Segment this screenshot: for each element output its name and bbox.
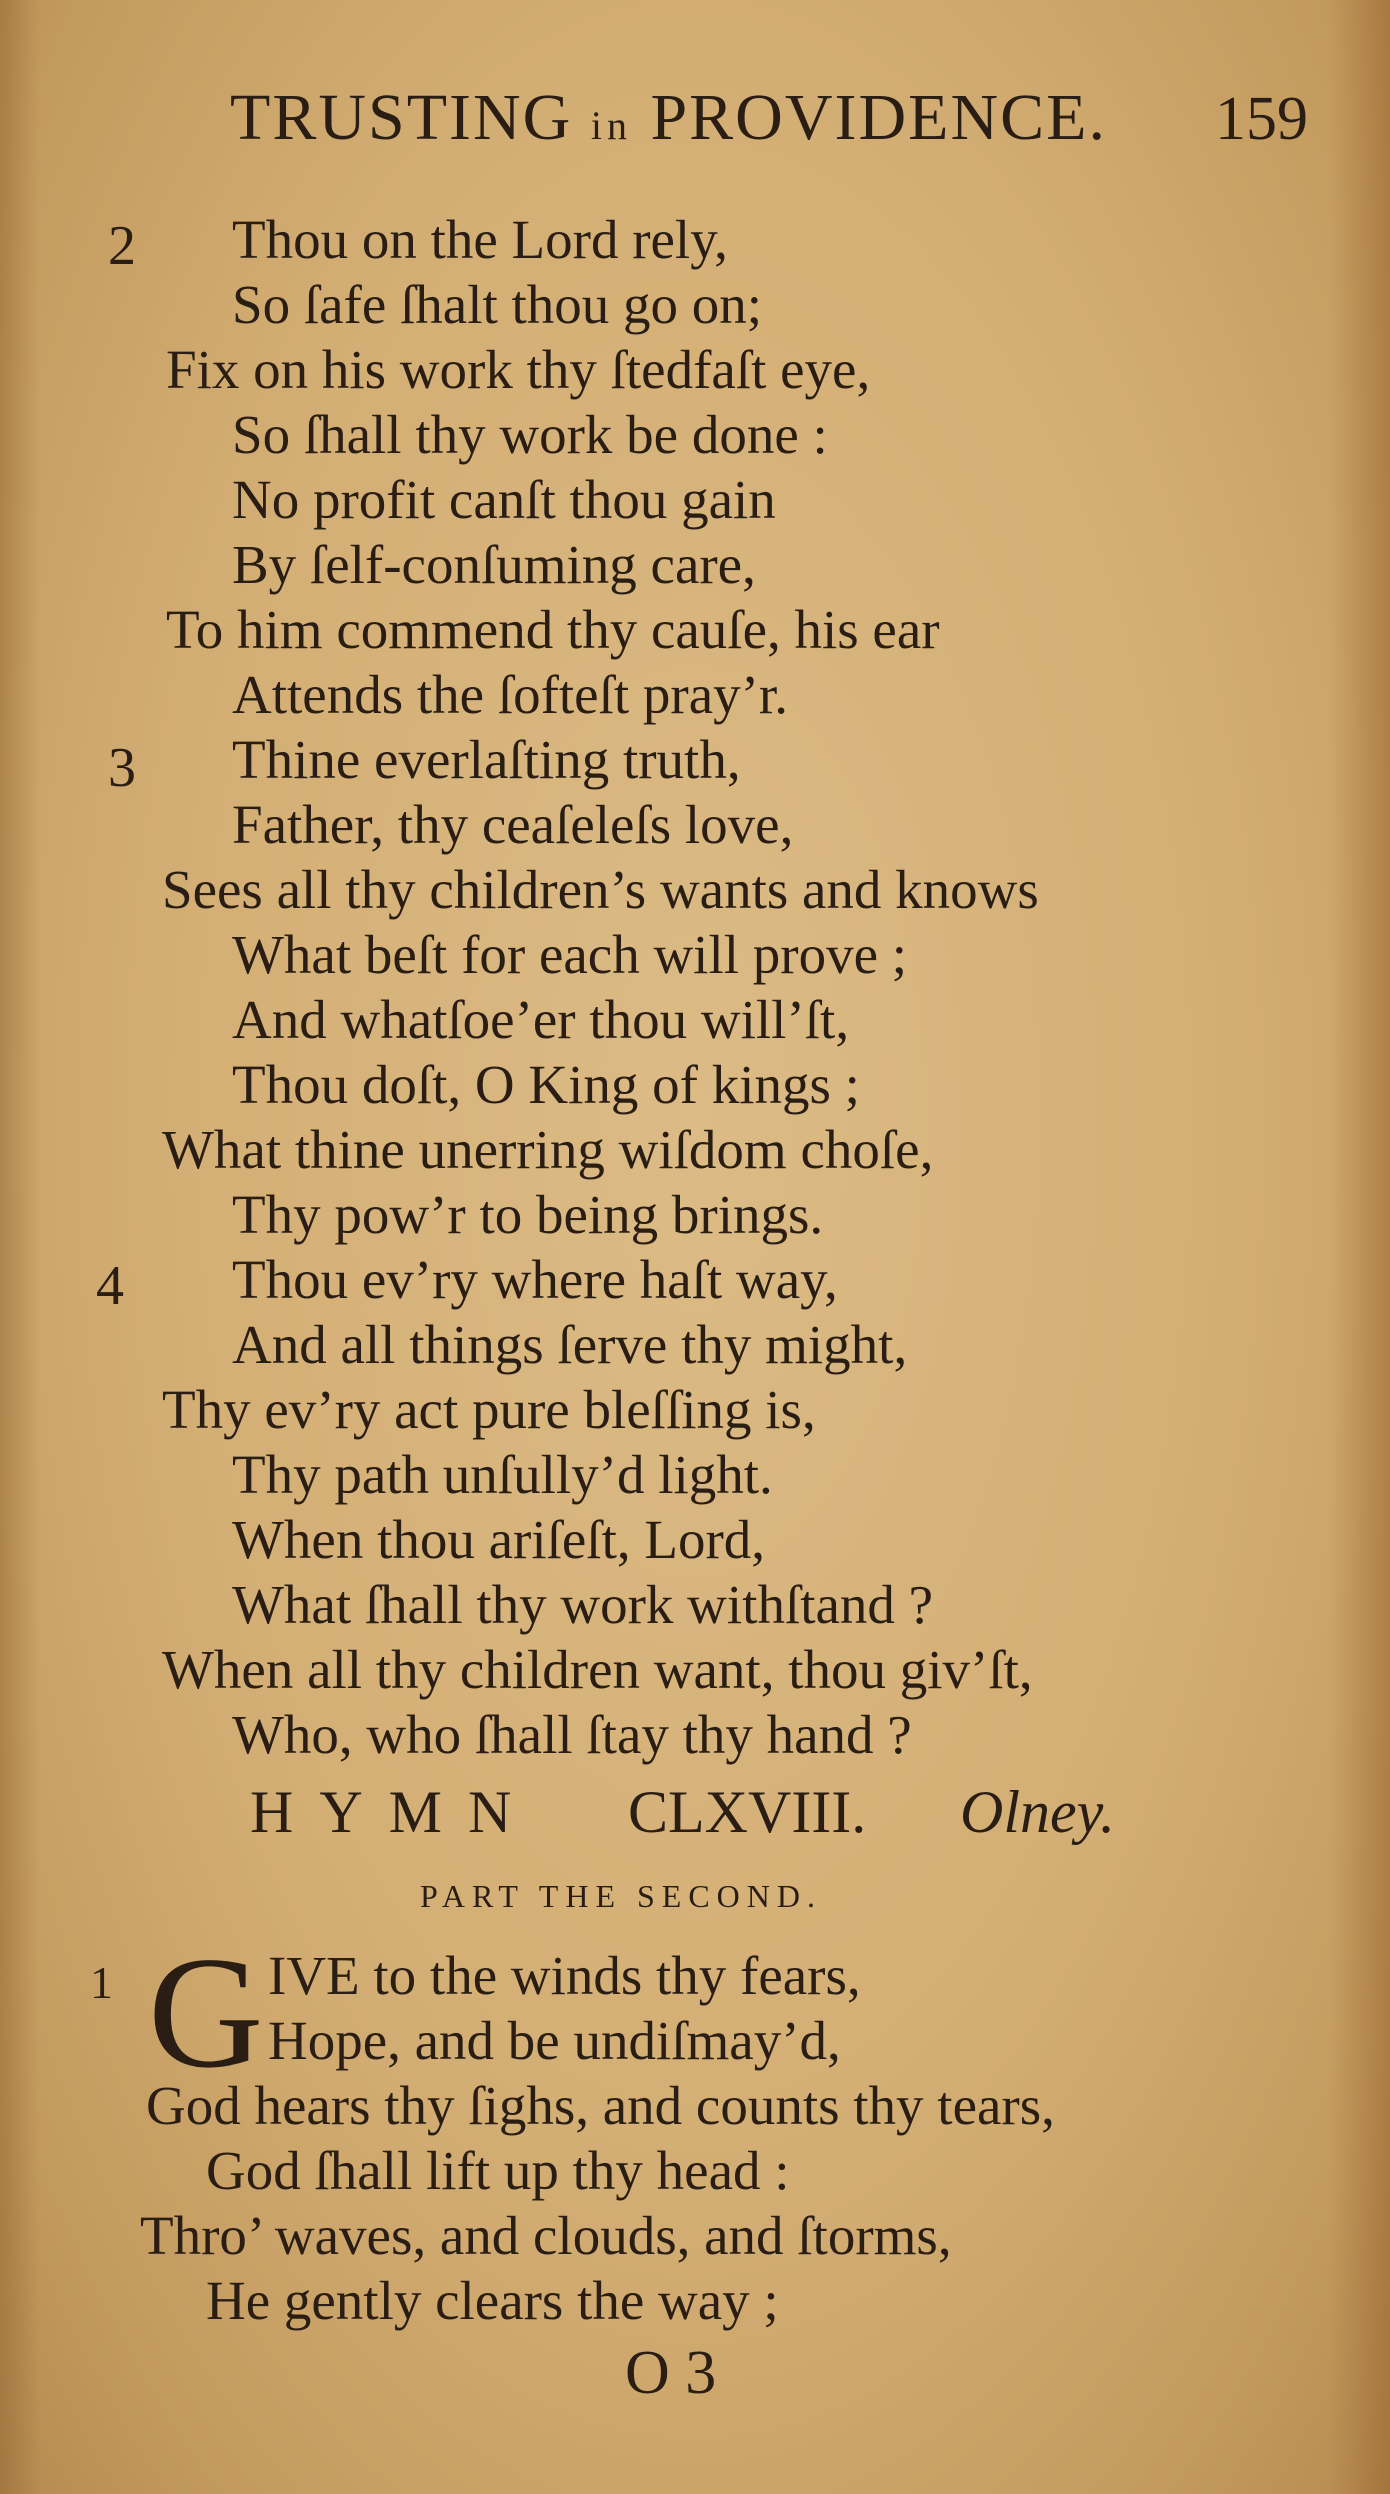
verse-line: He gently clears the way ; <box>206 2270 779 2331</box>
hymn-number: CLXVIII. <box>628 1779 867 1845</box>
verse-line: Thou ev’ry where haſt way, <box>232 1249 838 1310</box>
verse-line: Thou doſt, O King of kings ; <box>232 1054 860 1115</box>
hymn-tune: Olney. <box>960 1779 1115 1845</box>
verse-line: God hears thy ſighs, and counts thy tears, <box>146 2075 1055 2136</box>
running-head-end: PROVIDENCE. <box>650 81 1107 154</box>
running-head-main: TRUSTING <box>230 81 573 154</box>
running-head <box>230 80 1107 156</box>
verse-line: Thro’ waves, and clouds, and ſtorms, <box>140 2205 952 2266</box>
verse-line: So ſhall thy work be done : <box>232 404 828 465</box>
verse-line: Thou on the Lord rely, <box>232 209 728 270</box>
verse-number: 1 <box>90 1957 113 2008</box>
verse-line: What ſhall thy work withſtand ? <box>232 1574 934 1635</box>
signature-mark: O 3 <box>625 2339 717 2407</box>
verse-line: By ſelf-conſuming care, <box>232 534 756 595</box>
verse-number: 2 <box>108 215 136 277</box>
verse-line: Who, who ſhall ſtay thy hand ? <box>232 1704 912 1765</box>
page-edge-shadow-left <box>0 0 40 2494</box>
verse-line: God ſhall lift up thy head : <box>206 2140 790 2201</box>
verse-line: And all things ſerve thy might, <box>232 1314 908 1375</box>
verse-line: Sees all thy children’s wants and knows <box>162 859 1039 920</box>
verse-line: No profit canſt thou gain <box>232 469 776 530</box>
verse-line: What beſt for each will prove ; <box>232 924 908 985</box>
verse-line: And whatſoe’er thou will’ſt, <box>232 989 850 1050</box>
hymn-label: HYMN <box>250 1779 538 1845</box>
verse-line: Fix on his work thy ſtedfaſt eye, <box>166 339 871 400</box>
verse-line: Father, thy ceaſeleſs love, <box>232 794 794 855</box>
verse-line: Thy path unſully’d light. <box>232 1444 773 1505</box>
verse-line: To him commend thy cauſe, his ear <box>166 599 940 660</box>
verse-line: What thine unerring wiſdom choſe, <box>162 1119 934 1180</box>
verse-line: So ſafe ſhalt thou go on; <box>232 274 763 335</box>
verse-line: When thou ariſeſt, Lord, <box>232 1509 766 1570</box>
verse-line: Attends the ſofteſt pray’r. <box>232 664 788 725</box>
running-head-small: in <box>590 103 632 148</box>
verse-line: Thy pow’r to being brings. <box>232 1184 824 1245</box>
verse-line: IVE to the winds thy fears, <box>268 1945 861 2006</box>
verse-line: Thine everlaſting truth, <box>232 729 741 790</box>
page-edge-shadow-right <box>1330 0 1390 2494</box>
page-header <box>0 80 1390 170</box>
hymn-title <box>0 1778 1390 1858</box>
page-number: 159 <box>1215 85 1308 153</box>
verse-number: 4 <box>96 1255 124 1317</box>
verse-line: Hope, and be undiſmay’d, <box>268 2010 841 2071</box>
verse-line: Thy ev’ry act pure bleſſing is, <box>162 1379 816 1440</box>
drop-capital: G <box>148 1923 264 2101</box>
verse-line: When all thy children want, thou giv’ſt, <box>162 1639 1033 1700</box>
verse-number: 3 <box>108 737 136 799</box>
part-heading: PART THE SECOND. <box>420 1878 822 1914</box>
